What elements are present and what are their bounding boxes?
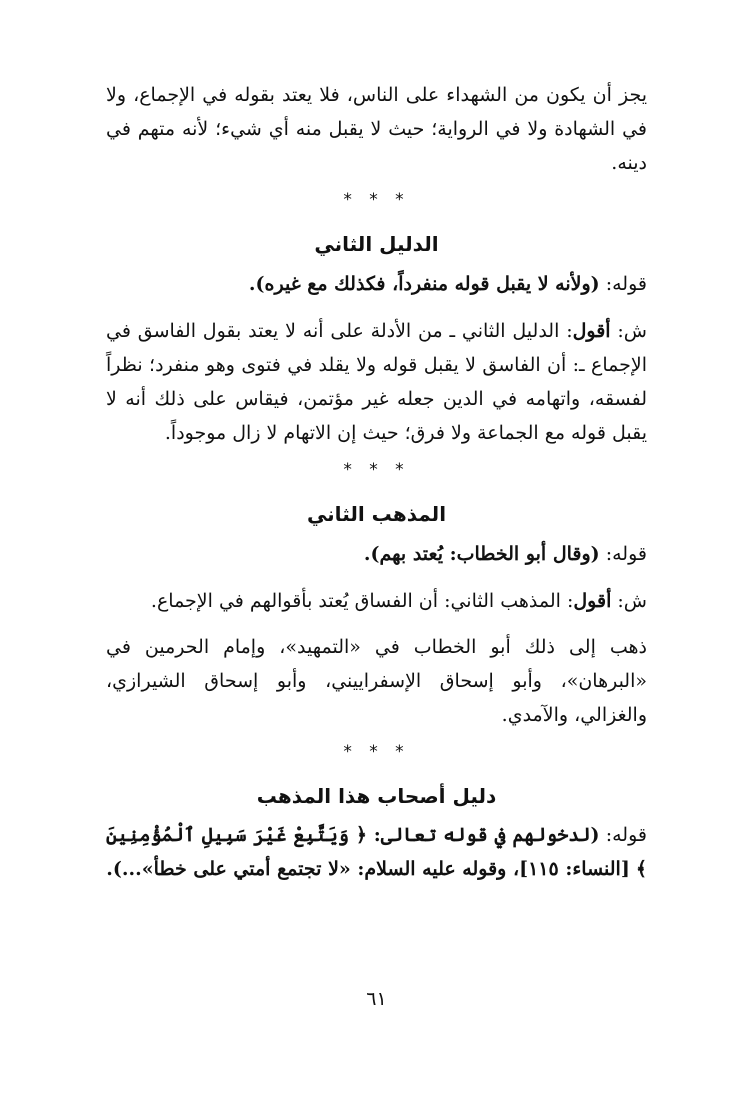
quote-1-prefix: قوله: xyxy=(599,273,647,295)
paragraph-2-text: : الدليل الثاني ـ من الأدلة على أنه لا يعتد بقول الفاسق في الإجماع ـ: أن الفاسق لا يقبل قوله ولا يقلد في فتوى وهو منفرد؛ نظراً لفسقه، واتهامه في الدين جعله غير مؤتمن، فيقاس على ذلك أنه لا يقبل قوله مع الجماعة ولا فرق؛ حيث إن الاتهام لا زال موجوداً. xyxy=(106,320,647,444)
section-separator: * * * xyxy=(343,742,410,762)
paragraph-4: ذهب إلى ذلك أبو الخطاب في «التمهيد»، وإمام الحرمين في «البرهان»، وأبو إسحاق الإسفراييني، وأبو إسحاق الشيرازي، والغزالي، والآمدي. xyxy=(106,636,647,726)
quote-3-prefix: قوله: xyxy=(599,824,647,846)
paragraph-2-prefix: ش: xyxy=(610,320,647,342)
quote-3 xyxy=(106,818,647,886)
paragraph-3-bold: أقول xyxy=(573,590,612,612)
heading-second-evidence: الدليل الثاني xyxy=(314,232,439,256)
quote-1 xyxy=(106,266,647,302)
quote-2 xyxy=(106,536,647,572)
paragraph-2-bold: أقول xyxy=(572,320,611,342)
paragraph-3-prefix: ش: xyxy=(611,590,647,612)
section-separator: * * * xyxy=(343,460,410,480)
paragraph-3-text: : المذهب الثاني: أن الفساق يُعتد بأقوالهم في الإجماع. xyxy=(150,590,574,612)
paragraph-1: يجز أن يكون من الشهداء على الناس، فلا يعتد بقوله في الإجماع، ولا في الشهادة ولا في الرواية؛ حيث لا يقبل منه أي شيء؛ لأنه متهم في دينه. xyxy=(106,84,647,174)
heading-evidence-of-this-opinion: دليل أصحاب هذا المذهب xyxy=(256,784,497,808)
page-number: ٦١ xyxy=(366,988,387,1010)
paragraph-2 xyxy=(106,314,647,450)
heading-second-opinion: المذهب الثاني xyxy=(306,502,447,526)
paragraph-3 xyxy=(106,584,647,618)
quote-2-text: (وقال أبو الخطاب: يُعتد بهم). xyxy=(363,543,600,565)
quran-verse: ﴿ وَيَتَّبِعْ غَيْرَ سَبِيلِ ٱلْمُؤْمِنِينَ ﴾ xyxy=(106,824,647,880)
section-separator: * * * xyxy=(343,190,410,210)
quote-1-text: (ولأنه لا يقبل قوله منفرداً، فكذلك مع غيره). xyxy=(248,273,600,295)
quote-2-prefix: قوله: xyxy=(599,543,647,565)
quote-3-text-1: (لدخولهم في قوله تعالى: xyxy=(367,824,600,846)
quote-3-text-2: [النساء: ١١٥]، وقوله عليه السلام: «لا تجتمع أمتي على خطأ»...). xyxy=(106,858,630,880)
